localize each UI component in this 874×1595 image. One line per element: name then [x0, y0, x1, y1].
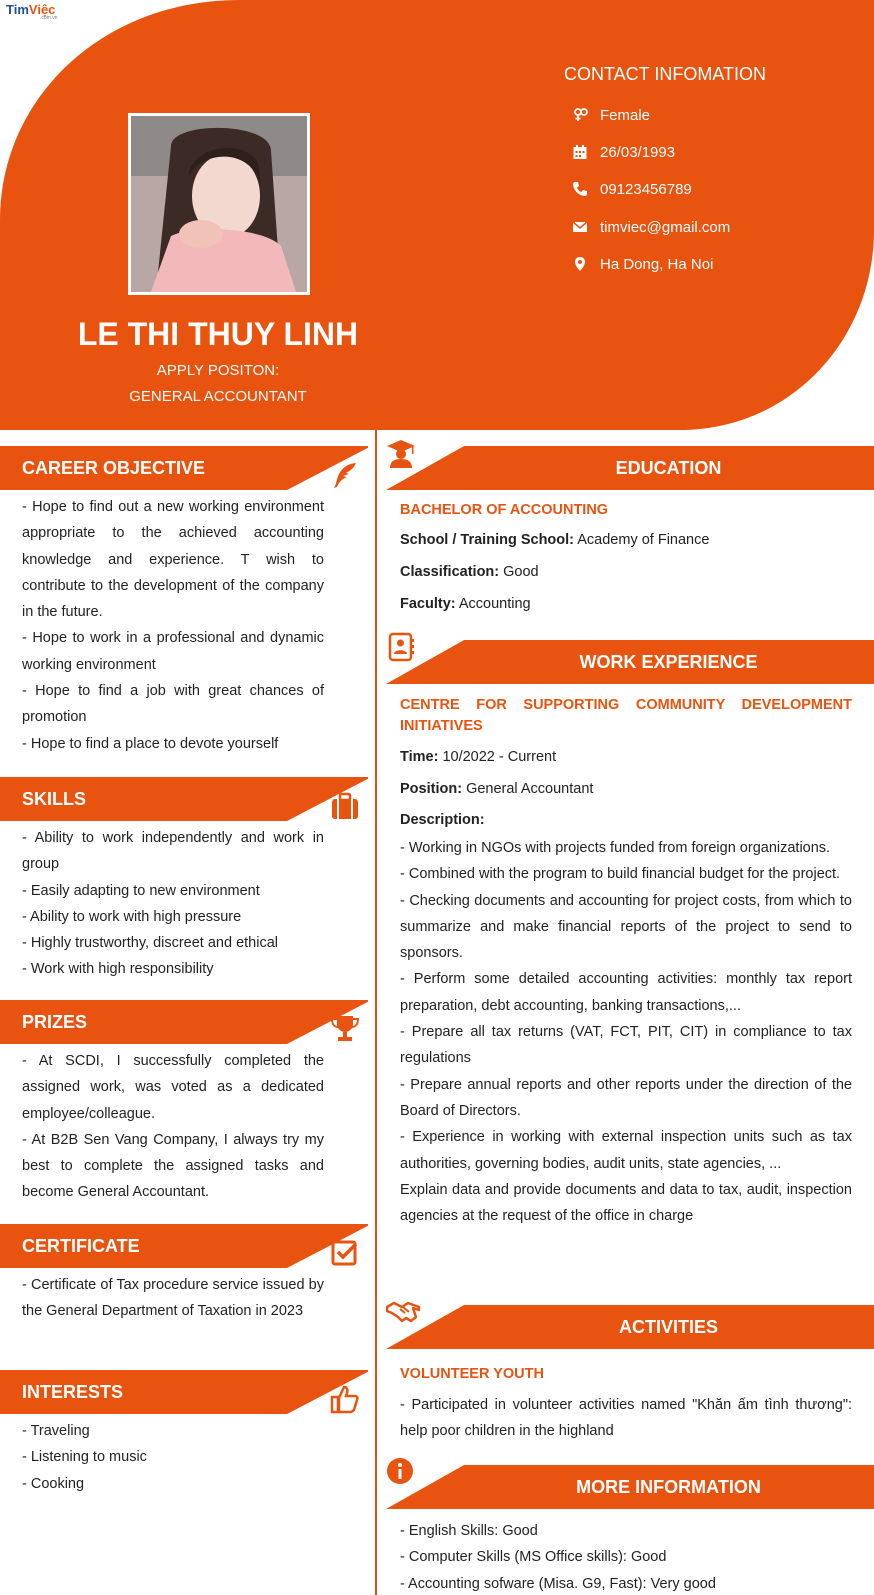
education-header: EDUCATION — [386, 446, 874, 490]
prizes-header: PRIZES — [0, 1000, 368, 1044]
contact-gender: Female — [572, 105, 650, 125]
contact-dob: 26/03/1993 — [572, 142, 675, 162]
education-school: School / Training School: Academy of Finance — [400, 532, 710, 548]
certificate-text: - Certificate of Tax procedure service issued by the General Department of Taxation in 2023 — [22, 1277, 324, 1320]
work-description-label: Description: — [400, 812, 485, 828]
more-information-header: MORE INFORMATION — [386, 1465, 874, 1509]
profile-photo — [128, 113, 310, 295]
work-description: - Working in NGOs with projects funded from foreign organizations. - Combined with the program to build financial budget for the project. - Checking documents and accounting for project costs, from which to summarize and make financial reports of the project to send to sponsors. - Perform some detailed accounting activities: monthly tax report preparation, debt accounting, banking transactions,... - Prepare all tax returns (VAT, FCT, PIT, CIT) in compliance to tax regulations - Prepare annual reports and other reports under the direction of the Board of Directors. - Experience in working with external inspection units such as tax authorities, governing bodies, audit units, state agencies, ... Explain data and provide documents and data to tax, audit, inspection agencies at the request of the office in charge — [400, 840, 852, 1225]
interests-text: - Traveling - Listening to music - Cooking — [22, 1423, 147, 1492]
column-divider — [375, 430, 377, 1595]
checkbox-icon — [330, 1238, 360, 1268]
thumbs-up-icon — [330, 1384, 360, 1414]
contact-email[interactable]: timviec@gmail.com — [572, 217, 730, 237]
activities-content — [400, 1366, 852, 1445]
apply-position: GENERAL ACCOUNTANT — [129, 388, 307, 405]
timviec-logo[interactable]: TimViệc .com.vn — [6, 2, 58, 21]
skills-header: SKILLS — [0, 777, 368, 821]
education-degree: BACHELOR OF ACCOUNTING — [400, 502, 609, 518]
skills-text: - Ability to work independently and work in group - Easily adapting to new environment - Ability to work with high pressure - Highly trustworthy, discreet and ethical - Work with high responsibility — [22, 830, 324, 978]
phone-icon — [572, 181, 600, 197]
work-position: Position: General Accountant — [400, 781, 594, 797]
more-information-content: - English Skills: Good - Computer Skills (MS Office skills): Good - Accounting sofware (Misa. G9, Fast): Very good — [400, 1523, 716, 1592]
info-icon — [386, 1457, 416, 1487]
prizes-text: - At SCDI, I successfully completed the assigned work, was voted as a dedicated employee/colleague. - At B2B Sen Vang Company, I always try my best to complete the assigned tasks and become General Accountant. — [22, 1053, 324, 1201]
feather-icon — [330, 460, 360, 490]
handshake-icon — [386, 1297, 420, 1327]
education-classification: Classification: Good — [400, 564, 539, 580]
graduate-icon — [386, 438, 416, 468]
location-pin-icon — [572, 256, 600, 272]
work-time: Time: 10/2022 - Current — [400, 749, 557, 765]
calendar-icon — [572, 144, 600, 160]
email-icon — [572, 219, 600, 235]
certificate-header: CERTIFICATE — [0, 1224, 368, 1268]
interests-header: INTERESTS — [0, 1370, 368, 1414]
education-faculty: Faculty: Accounting — [400, 596, 531, 612]
apply-label: APPLY POSITON: — [156, 362, 280, 379]
work-company: CENTRE FOR SUPPORTING COMMUNITY DEVELOPMENT INITIATIVES — [400, 697, 852, 734]
work-experience-header: WORK EXPERIENCE — [386, 640, 874, 684]
work-experience-content — [400, 695, 852, 1229]
education-content — [400, 502, 852, 620]
activity-name: VOLUNTEER YOUTH — [400, 1366, 544, 1382]
activity-description: - Participated in volunteer activities named "Khăn ấm tình thương": help poor children in the highland — [400, 1397, 852, 1440]
contact-book-icon — [386, 632, 416, 662]
trophy-icon — [330, 1014, 360, 1044]
contact-title: CONTACT INFOMATION — [564, 64, 766, 84]
activities-header: ACTIVITIES — [386, 1305, 874, 1349]
contact-address: Ha Dong, Ha Noi — [572, 254, 713, 274]
portrait-illustration — [131, 116, 307, 292]
career-objective-header: CAREER OBJECTIVE — [0, 446, 368, 490]
briefcase-icon — [330, 791, 360, 821]
candidate-name: LE THI THUY LINH — [77, 316, 359, 352]
career-objective-text: - Hope to find out a new working environment appropriate to the achieved accounting knowledge and experience. T wish to contribute to the development of the company in the future. - Hope to work in a professional and dynamic working environment - Hope to find a job with great chances of promotion - Hope to find a place to devote yourself — [22, 499, 324, 752]
gender-icon — [572, 107, 600, 123]
contact-phone[interactable]: 09123456789 — [572, 179, 692, 199]
